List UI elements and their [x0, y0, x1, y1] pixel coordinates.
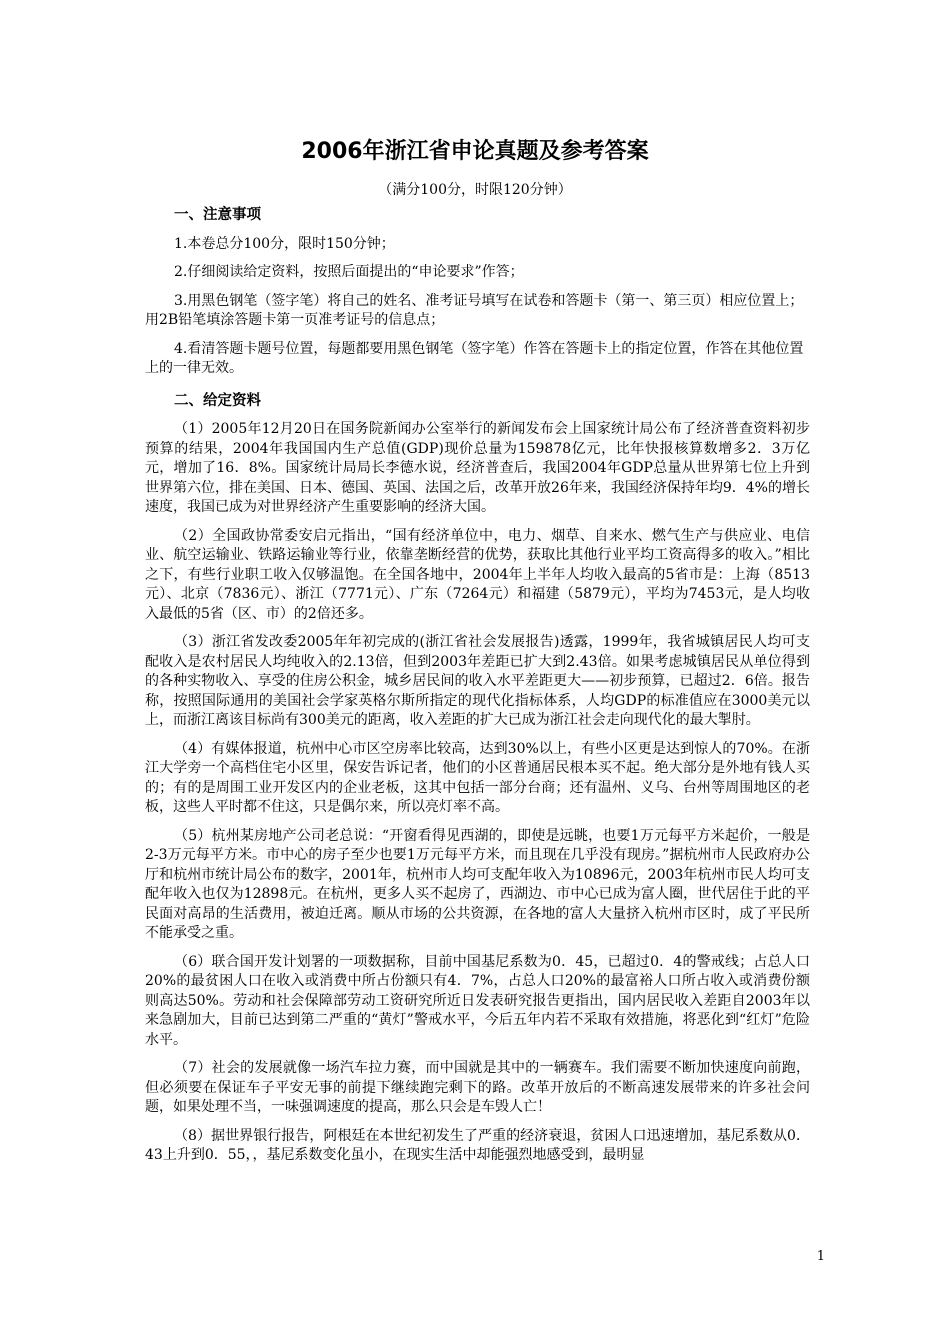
material-paragraph-4: （4）有媒体报道，杭州中心市区空房率比较高，达到30%以上，有些小区更是达到惊人的70%。在浙江大学旁一个高档住宅小区里，保安告诉记者，他们的小区普通居民根本买不起。绝大部分是外地有钱人买的；有的是周围工业开发区内的企业老板，这其中包括一部分台商；还有温州、义乌、台州等周围地区的老板，这些人平时都不住这，只是偶尔来，所以亮灯率不高。 [145, 740, 810, 815]
material-paragraph-1: （1）2005年12月20日在国务院新闻办公室举行的新闻发布会上国家统计局公布了经济普查资料初步预算的结果，2004年我国国内生产总值(GDP)现价总量为159878亿元，比年快报核算数增多2．3万亿元，增加了16．8%。国家统计局局长李德水说，经济普查后，我国2004年GDP总量从世界第七位上升到世界第六位，排在美国、日本、德国、英国、法国之后，改革开放26年来，我国经济保持年均9．4%的增长速度，我国已成为对世界经济产生重要影响的经济大国。 [145, 421, 810, 515]
note-item-2: 2.仔细阅读给定资料，按照后面提出的“申论要求”作答； [174, 264, 524, 280]
material-paragraph-2: （2）全国政协常委安启元指出，“国有经济单位中，电力、烟草、自来水、燃气生产与供应业、电信业、航空运输业、铁路运输业等行业，依靠垄断经营的优势，获取比其他行业平均工资高得多的收入。”相比之下，有些行业职工收入仅够温饱。在全国各地中，2004年上半年人均收入最高的5省市是：上海（8513元）、北京（7836元）、浙江（7771元）、广东（7264元）和福建（5879元），平均为7453元，是人均收入最低的5省（区、市）的2倍还多。 [145, 527, 810, 622]
page-number: 1 [816, 1249, 825, 1264]
note-item-3: 3.用黑色钢笔（签字笔）将自己的姓名、准考证号填写在试卷和答题卡（第一、第三页）相应位置上；用2B铅笔填涂答题卡第一页准考证号的信息点； [145, 292, 804, 328]
note-item-1: 1.本卷总分100分，限时150分钟； [174, 235, 395, 252]
document-title: 2006年浙江省申论真题及参考答案 [301, 139, 649, 164]
document-body [145, 206, 810, 1175]
material-paragraph-6: （6）联合国开发计划署的一项数据称，目前中国基尼系数为0．45，已超过0．4的警戒线；占总人口20%的最贫困人口在收入或消费中所占份额只有4．7%，占总人口20%的最富裕人口所占收入或消费份额则高达50%。劳动和社会保障部劳动工资研究所近日发表研究报告更指出，国内居民收入差距自2003年以来急剧加大，目前已达到第二严重的“黄灯”警戒水平，今后五年内若不采取有效措施，将恶化到“红灯”危险水平。 [145, 953, 810, 1048]
material-paragraph-7: （7）社会的发展就像一场汽车拉力赛，而中国就是其中的一辆赛车。我们需要不断加快速度向前跑，但必须要在保证车子平安无事的前提下继续跑完剩下的路。改革开放后的不断高速发展带来的许多社会问题，如果处理不当，一味强调速度的提高，那么只会是车毁人亡！ [145, 1060, 810, 1115]
note-item-4: 4.看清答题卡题号位置，每题都要用黑色钢笔（签字笔）作答在答题卡上的指定位置，作答在其他位置上的一律无效。 [145, 340, 804, 376]
section-heading-notes: 一、注意事项 [174, 207, 261, 223]
material-paragraph-8: （8）据世界银行报告，阿根廷在本世纪初发生了严重的经济衰退，贫困人口迅速增加，基尼系数从0．43上升到0．55，，基尼系数变化虽小，在现实生活中却能强烈地感受到，最明显 [145, 1127, 810, 1163]
material-paragraph-3: （3）浙江省发改委2005年年初完成的(浙江省社会发展报告)透露，1999年，我省城镇居民人均可支配收入是农村居民人均纯收入的2.13倍，但到2003年差距已扩大到2.43倍。如果考虑城镇居民从单位得到的各种实物收入、享受的住房公积金，城乡居民间的收入水平差距更大——初步预算，已超过2．6倍。报告称，按照国际通用的美国社会学家英格尔斯所指定的现代化指标体系，人均GDP的标准值应在3000美元以上，而浙江离该目标尚有300美元的距离，收入差距的扩大已成为浙江社会走向现代化的最大掣肘。 [145, 634, 810, 728]
section-heading-materials: 二、给定资料 [174, 392, 261, 409]
material-paragraph-5: （5）杭州某房地产公司老总说：“开窗看得见西湖的，即使是远眺，也要1万元每平方米起价，一般是2-3万元每平方米。市中心的房子至少也要1万元每平方米，而且现在几乎没有现房。”据杭州市人民政府办公厅和杭州市统计局公布的数字，2001年，杭州市人均可支配年收入为10896元，2003年杭州市民人均可支配年收入也仅为12898元。在杭州，更多人买不起房了，西湖边、市中心已成为富人圈，世代居住于此的平民面对高昂的生活费用，被迫迁离。顺从市场的公共资源，在各地的富人大量挤入杭州市区时，成了平民所不能承受之重。 [145, 827, 810, 941]
document-subtitle: （满分100分，时限120分钟） [378, 182, 572, 198]
